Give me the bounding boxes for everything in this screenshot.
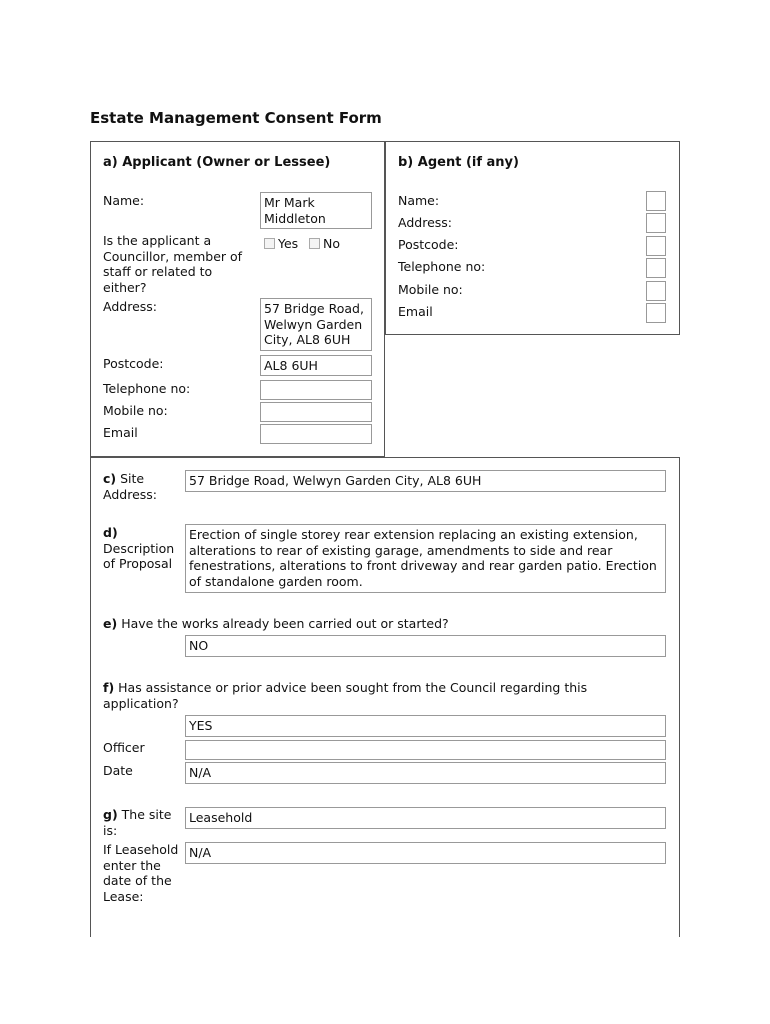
- agent-address-field[interactable]: [646, 213, 666, 233]
- site-address-field[interactable]: 57 Bridge Road, Welwyn Garden City, AL8 6UH: [185, 470, 666, 492]
- councillor-yes-option[interactable]: [264, 236, 298, 252]
- yes-checkbox[interactable]: [264, 238, 275, 249]
- site-tenure-label: [103, 807, 183, 838]
- agent-email-field[interactable]: [646, 303, 666, 323]
- description-label: [103, 525, 183, 572]
- applicant-postcode-label: Postcode:: [103, 356, 164, 371]
- applicant-address-label: Address:: [103, 299, 157, 314]
- no-checkbox[interactable]: [309, 238, 320, 249]
- applicant-name-field[interactable]: Mr Mark Middleton: [260, 192, 372, 229]
- works-started-text: Have the works already been carried out or started?: [121, 616, 449, 631]
- yes-label: Yes: [278, 236, 299, 251]
- prior-advice-question: [103, 680, 623, 711]
- applicant-name-label: Name:: [103, 193, 145, 208]
- agent-name-label: Name:: [398, 193, 440, 208]
- prior-advice-letter: f): [103, 680, 115, 695]
- councillor-no-option[interactable]: [309, 236, 340, 252]
- description-field[interactable]: Erection of single storey rear extension replacing an existing extension, alterations to rear of existing garage, amendments to side and rear fenestrations, alterations to front driveway and rear garden patio. Erection of standalone garden room.: [185, 524, 666, 593]
- site-address-text: Site Address:: [103, 471, 157, 502]
- page-title: Estate Management Consent Form: [90, 109, 382, 127]
- agent-name-field[interactable]: [646, 191, 666, 211]
- applicant-mobile-field[interactable]: [260, 402, 372, 422]
- agent-mobile-label: Mobile no:: [398, 282, 463, 297]
- applicant-email-field[interactable]: [260, 424, 372, 444]
- agent-postcode-label: Postcode:: [398, 237, 459, 252]
- date-field[interactable]: N/A: [185, 762, 666, 784]
- site-tenure-text: The site is:: [103, 807, 172, 838]
- site-tenure-field[interactable]: Leasehold: [185, 807, 666, 829]
- agent-mobile-field[interactable]: [646, 281, 666, 301]
- applicant-postcode-field[interactable]: AL8 6UH: [260, 355, 372, 376]
- lease-date-label: If Leasehold enter the date of the Lease:: [103, 842, 179, 904]
- site-address-label: [103, 471, 183, 502]
- no-label: No: [323, 236, 340, 251]
- prior-advice-text: Has assistance or prior advice been sought from the Council regarding this application?: [103, 680, 588, 711]
- applicant-email-label: Email: [103, 425, 138, 440]
- description-letter: d): [103, 525, 118, 540]
- works-started-letter: e): [103, 616, 118, 631]
- agent-telephone-field[interactable]: [646, 258, 666, 278]
- lease-date-field[interactable]: N/A: [185, 842, 666, 864]
- agent-heading: b) Agent (if any): [398, 155, 519, 170]
- applicant-telephone-label: Telephone no:: [103, 381, 191, 396]
- site-address-letter: c): [103, 471, 117, 486]
- applicant-heading: a) Applicant (Owner or Lessee): [103, 155, 331, 170]
- officer-field[interactable]: [185, 740, 666, 760]
- applicant-telephone-field[interactable]: [260, 380, 372, 400]
- applicant-mobile-label: Mobile no:: [103, 403, 168, 418]
- officer-label: Officer: [103, 740, 145, 755]
- applicant-address-field[interactable]: 57 Bridge Road, Welwyn Garden City, AL8 6UH: [260, 298, 372, 351]
- description-text: Description of Proposal: [103, 540, 175, 571]
- prior-advice-field[interactable]: YES: [185, 715, 666, 737]
- agent-telephone-label: Telephone no:: [398, 259, 486, 274]
- works-started-question: [103, 616, 449, 632]
- agent-email-label: Email: [398, 304, 433, 319]
- agent-address-label: Address:: [398, 215, 452, 230]
- applicant-councillor-label: Is the applicant a Councillor, member of staff or related to either?: [103, 233, 243, 295]
- site-tenure-letter: g): [103, 807, 118, 822]
- date-label: Date: [103, 763, 133, 778]
- works-started-field[interactable]: NO: [185, 635, 666, 657]
- agent-postcode-field[interactable]: [646, 236, 666, 256]
